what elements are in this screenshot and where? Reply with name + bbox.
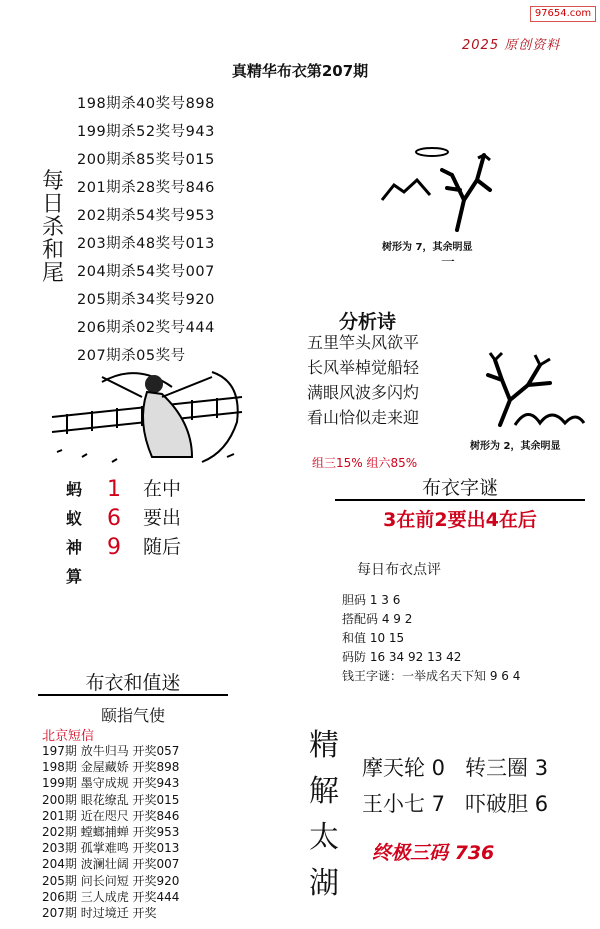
review-title: 每日布衣点评	[357, 562, 441, 578]
poem-line: 看山恰似走来迎	[307, 408, 420, 427]
list-item: 204期 波澜壮阔 开奖007	[42, 857, 180, 872]
final-code: 终极三码 736	[372, 842, 495, 864]
list-item: 198期 金屋藏娇 开奖898	[42, 760, 180, 775]
mayi-words	[143, 475, 181, 562]
mayi-number: 1	[107, 477, 121, 502]
list-item: 199期 墨守成规 开奖943	[42, 776, 180, 791]
list-item: 201期 近在咫尺 开奖846	[42, 808, 180, 823]
jingjie-row-2: 王小七 7 吓破胆 6	[362, 792, 549, 816]
mayi-numbers	[107, 475, 121, 562]
list-item: 206期 三人成虎 开奖444	[42, 889, 180, 904]
header-label: 2025 原创资料	[462, 38, 561, 53]
list-item: 207期 时过境迁 开奖	[42, 905, 157, 920]
poem-title: 分析诗	[339, 311, 397, 333]
hezhi-divider	[38, 694, 228, 696]
zimi-text: 3在前2要出4在后	[383, 509, 537, 531]
list-item: 202期杀54奖号953	[77, 208, 215, 224]
review-list	[342, 591, 520, 686]
poem-line: 五里竿头风欲平	[307, 333, 420, 352]
list-item: 207期杀05奖号	[77, 348, 186, 364]
list-item: 197期 放牛归马 开奖057	[42, 744, 180, 758]
kill-list	[77, 90, 215, 370]
review-line: 和值 10 15	[342, 631, 405, 645]
mayi-label: 蚂蚁神算	[66, 480, 83, 586]
hezhi-heading: 布衣和值迷	[85, 672, 181, 694]
review-line: 码防 16 34 92 13 42	[342, 650, 462, 664]
poem	[307, 330, 419, 430]
list-item: 198期杀40奖号898	[77, 96, 215, 112]
ratio-text: 组三15% 组六85%	[312, 456, 418, 470]
tree1-sub: 一	[441, 255, 455, 271]
tree2-caption: 树形为 2，其余明显	[470, 441, 561, 452]
page-title: 真精华布衣第207期	[231, 62, 369, 80]
mayi-word: 在中	[143, 478, 182, 500]
illustration-scene	[42, 362, 257, 467]
list-item: 202期 螳螂捕蝉 开奖953	[42, 824, 180, 839]
list-item: 203期 孤掌难鸣 开奖013	[42, 841, 180, 856]
jingjie-label: 精解太湖	[309, 728, 339, 901]
hezhi-list	[42, 743, 179, 921]
beijing-label: 北京短信	[42, 729, 95, 744]
tree-sketch-1	[372, 140, 502, 235]
list-item: 203期杀48奖号013	[77, 236, 215, 252]
review-line: 胆码 1 3 6	[342, 593, 401, 607]
list-item: 204期杀54奖号007	[77, 264, 215, 280]
list-item: 205期杀34奖号920	[77, 292, 215, 308]
list-item: 200期杀85奖号015	[77, 152, 215, 168]
poem-line: 长风举棹觉船轻	[307, 358, 420, 377]
tree1-caption: 树形为 7，其余明显	[382, 242, 473, 253]
mayi-number: 6	[107, 506, 121, 531]
list-item: 206期杀02奖号444	[77, 320, 215, 336]
hezhi-subtitle: 颐指气使	[100, 706, 165, 725]
review-line: 钱王字谜：一举成名天下知 9 6 4	[342, 669, 521, 683]
daily-label: 每日杀和尾	[41, 169, 64, 286]
zimi-divider	[335, 499, 585, 501]
poem-line: 满眼风波多闪灼	[307, 383, 420, 402]
list-item: 199期杀52奖号943	[77, 124, 215, 140]
mayi-word: 要出	[143, 507, 182, 529]
list-item: 205期 问长问短 开奖920	[42, 873, 180, 888]
list-item: 201期杀28奖号846	[77, 180, 215, 196]
tree-sketch-2	[480, 345, 590, 430]
zimi-heading: 布衣字谜	[421, 477, 498, 499]
list-item: 200期 眼花缭乱 开奖015	[42, 792, 180, 807]
jingjie-row-1: 摩天轮 0 转三圈 3	[362, 756, 549, 780]
mayi-word: 随后	[143, 536, 182, 558]
mayi-number: 9	[107, 535, 121, 560]
review-line: 搭配码 4 9 2	[342, 612, 413, 626]
site-tag: 97654.com	[530, 6, 596, 22]
